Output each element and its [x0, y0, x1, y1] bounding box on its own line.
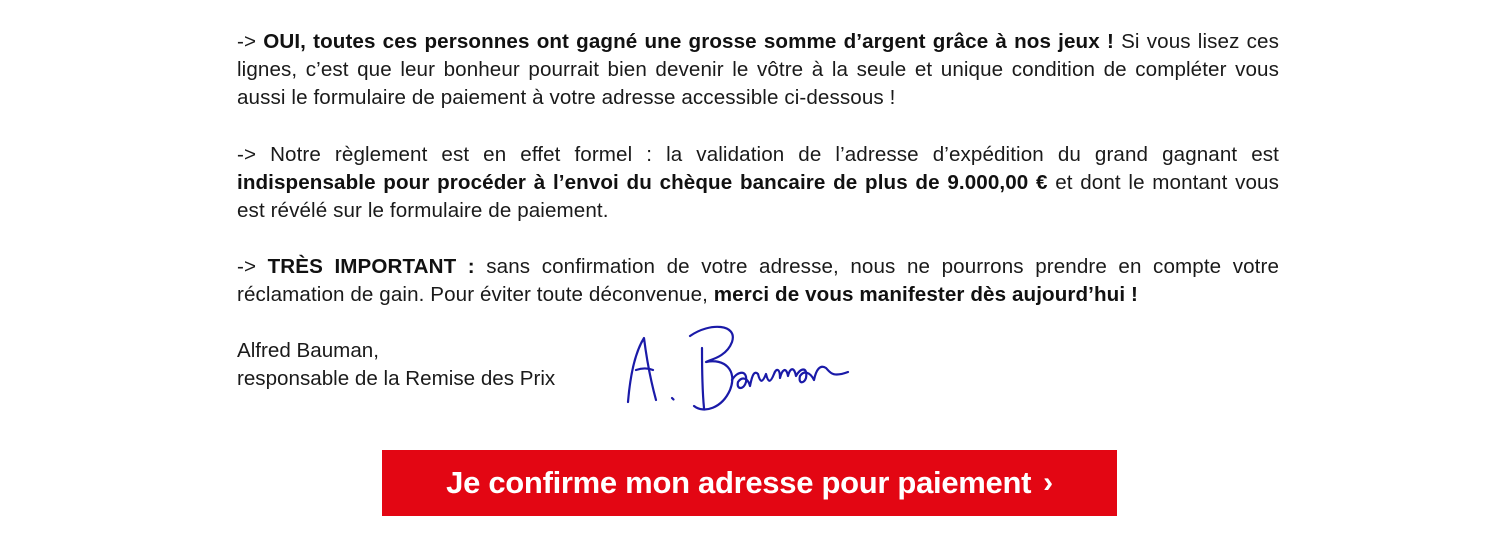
signatory-role: responsable de la Remise des Prix — [237, 367, 556, 391]
confirm-address-button[interactable] — [382, 450, 1117, 516]
bold-statement: merci de vous manifester dès aujourd’hui ! — [713, 283, 1138, 307]
bold-heading: TRÈS IMPORTANT : — [267, 255, 475, 279]
paragraph-text: et dont le montant vous est révélé sur le formulaire de paiement. — [237, 170, 1279, 223]
paragraph-text: -> Notre règlement est en effet formel : la validation de l’adresse d’expédition du grand gagnant est — [237, 142, 1279, 166]
paragraph-text: sans confirmation de votre adresse, nous ne pourrons prendre en compte votre réclamation de gain. Pour éviter toute déconvenue, — [237, 255, 1280, 307]
bold-statement: OUI, toutes ces personnes ont gagné une grosse somme d’argent grâce à nos jeux ! — [263, 30, 1114, 53]
letter-body — [237, 28, 1279, 338]
signatory-block — [237, 337, 555, 393]
paragraph-rules — [237, 141, 1279, 226]
confirm-button-label: Je confirme mon adresse pour paiement — [446, 465, 1032, 500]
chevron-right-icon: › — [1043, 466, 1053, 499]
paragraph-text: Si vous lisez ces lignes, c’est que leur bonheur pourrait bien devenir le vôtre à la seule et unique condition de compléter vous aussi le formulaire de paiement à votre adresse accessible ci-dessous ! — [237, 30, 1280, 110]
arrow-prefix: -> — [237, 30, 264, 53]
arrow-prefix: -> — [237, 255, 268, 279]
paragraph-important — [237, 253, 1279, 309]
signatory-name: Alfred Bauman, — [237, 339, 379, 362]
paragraph-winners — [237, 28, 1279, 113]
bold-statement: indispensable pour procéder à l’envoi du chèque bancaire de plus de 9.000,00 € — [237, 170, 1048, 194]
handwritten-signature — [620, 318, 855, 418]
